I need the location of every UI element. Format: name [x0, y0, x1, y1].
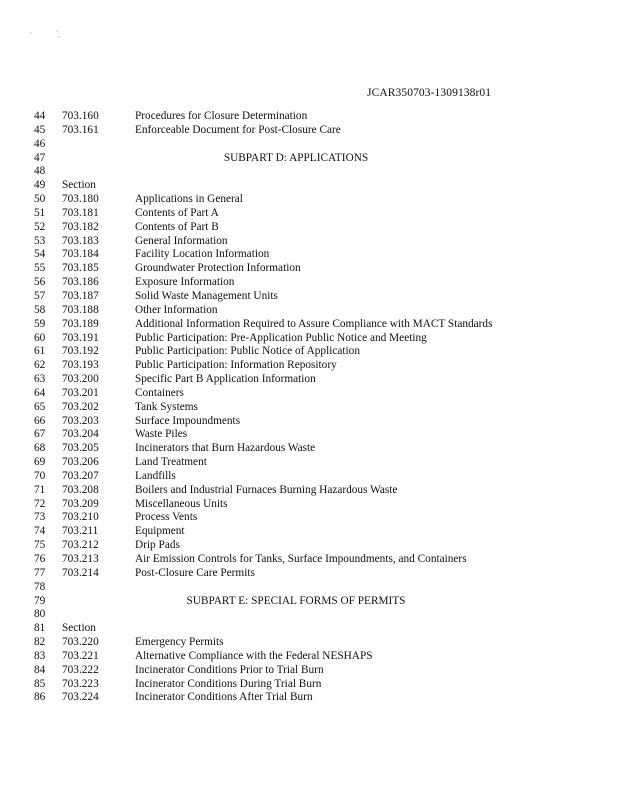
- section-number: 703.181: [62, 206, 99, 219]
- document-line: [0, 235, 621, 249]
- section-title: Containers: [135, 386, 184, 399]
- section-number: 703.200: [62, 373, 99, 386]
- line-number: 77: [34, 566, 46, 579]
- section-number: 703.222: [62, 663, 99, 676]
- line-number: 83: [34, 649, 46, 662]
- document-line: [0, 691, 621, 705]
- section-number: 703.203: [62, 414, 99, 427]
- section-title: Post-Closure Care Permits: [135, 566, 255, 579]
- section-title: Emergency Permits: [135, 636, 224, 649]
- document-line: [0, 221, 621, 235]
- section-title: Solid Waste Management Units: [135, 289, 278, 302]
- line-number: 78: [34, 580, 46, 593]
- section-title: Incinerators that Burn Hazardous Waste: [135, 442, 316, 455]
- section-number: 703.185: [62, 262, 99, 275]
- document-line: [0, 567, 621, 581]
- section-number: 703.213: [62, 553, 99, 565]
- document-line: [0, 276, 621, 290]
- section-title: General Information: [135, 234, 228, 247]
- line-number: 74: [34, 525, 46, 538]
- section-number: 703.201: [62, 386, 99, 399]
- section-number: 703.192: [62, 345, 99, 358]
- section-title: Specific Part B Application Information: [135, 373, 316, 386]
- line-number: 86: [34, 691, 46, 704]
- document-line: [0, 595, 621, 609]
- document-line: [0, 650, 621, 664]
- section-title: Contents of Part B: [135, 220, 219, 233]
- line-number: 84: [34, 663, 46, 676]
- line-number: 50: [34, 193, 46, 206]
- section-number: 703.208: [62, 483, 99, 496]
- section-title: Alternative Compliance with the Federal NESHAPS: [135, 649, 373, 662]
- line-number: 54: [34, 248, 46, 261]
- section-number: 703.206: [62, 456, 99, 469]
- section-number: 703.223: [62, 677, 99, 690]
- line-number: 60: [34, 331, 46, 344]
- section-number: 703.221: [62, 649, 99, 662]
- section-title: Incinerator Conditions During Trial Burn: [135, 677, 322, 690]
- section-title: Surface Impoundments: [135, 414, 241, 427]
- line-number: 63: [34, 373, 46, 386]
- section-title: Procedures for Closure Determination: [135, 110, 308, 122]
- section-column-label: Section: [62, 179, 96, 192]
- section-title: Drip Pads: [135, 539, 180, 552]
- section-title: Process Vents: [135, 511, 198, 524]
- document-line: [0, 248, 621, 262]
- document-line: [0, 359, 621, 373]
- section-title: Boilers and Industrial Furnaces Burning Hazardous Waste: [135, 483, 398, 496]
- section-column-label: Section: [62, 622, 96, 635]
- line-number: 65: [34, 400, 46, 413]
- document-line: [0, 525, 621, 539]
- line-number: 81: [34, 622, 46, 635]
- document-line: [0, 193, 621, 207]
- line-number: 68: [34, 442, 46, 455]
- document-line: [0, 152, 621, 166]
- section-number: 703.209: [62, 497, 99, 510]
- section-number: 703.207: [62, 469, 99, 482]
- section-title: Incinerator Conditions After Trial Burn: [135, 691, 313, 704]
- line-number: 51: [34, 206, 46, 219]
- subpart-heading: SUBPART E: SPECIAL FORMS OF PERMITS: [186, 594, 406, 607]
- section-title: Facility Location Information: [135, 248, 270, 261]
- document-line: [0, 511, 621, 525]
- section-number: 703.204: [62, 428, 99, 441]
- section-title: Tank Systems: [135, 400, 198, 413]
- section-title: Public Participation: Public Notice of Application: [135, 345, 360, 358]
- line-number: 58: [34, 303, 46, 316]
- line-number: 70: [34, 469, 46, 482]
- document-line: [0, 442, 621, 456]
- scan-specks: [30, 28, 70, 40]
- section-title: Land Treatment: [135, 456, 207, 469]
- line-number: 64: [34, 386, 46, 399]
- line-number: 47: [34, 151, 46, 164]
- section-title: Enforceable Document for Post-Closure Care: [135, 123, 341, 136]
- document-line: [0, 622, 621, 636]
- line-number: 57: [34, 289, 46, 302]
- section-number: 703.182: [62, 220, 99, 233]
- line-number: 75: [34, 539, 46, 552]
- section-title: Applications in General: [135, 193, 243, 206]
- document-line: [0, 179, 621, 193]
- section-number: 703.161: [62, 123, 99, 136]
- section-title: Public Participation: Pre-Application Public Notice and Meeting: [135, 331, 427, 344]
- line-number: 85: [34, 677, 46, 690]
- line-number: 48: [34, 165, 46, 178]
- document-line: [0, 498, 621, 512]
- document-line: [0, 539, 621, 553]
- section-number: 703.186: [62, 276, 99, 289]
- section-title: Air Emission Controls for Tanks, Surface Impoundments, and Containers: [135, 553, 467, 565]
- line-number: 82: [34, 636, 46, 649]
- document-line: [0, 124, 621, 138]
- line-number: 46: [34, 137, 46, 150]
- line-number: 79: [34, 594, 46, 607]
- section-number: 703.214: [62, 566, 99, 579]
- section-number: 703.184: [62, 248, 99, 261]
- document-line: [0, 373, 621, 387]
- document-line: [0, 664, 621, 678]
- line-number: 45: [34, 123, 46, 136]
- document-line: [0, 678, 621, 692]
- line-number: 56: [34, 276, 46, 289]
- document-line: [0, 608, 621, 622]
- section-number: 703.220: [62, 636, 99, 649]
- document-line: [0, 332, 621, 346]
- line-number: 73: [34, 511, 46, 524]
- line-number: 72: [34, 497, 46, 510]
- line-number: 71: [34, 483, 46, 496]
- document-line: [0, 415, 621, 429]
- subpart-heading: SUBPART D: APPLICATIONS: [223, 151, 369, 164]
- section-number: 703.189: [62, 317, 99, 330]
- line-number: 62: [34, 359, 46, 372]
- line-number: 44: [34, 110, 46, 122]
- section-title: Exposure Information: [135, 276, 235, 289]
- section-title: Landfills: [135, 469, 176, 482]
- section-number: 703.211: [62, 525, 99, 538]
- section-title: Incinerator Conditions Prior to Trial Burn: [135, 663, 324, 676]
- line-number: 55: [34, 262, 46, 275]
- line-number: 69: [34, 456, 46, 469]
- line-number: 76: [34, 553, 46, 565]
- line-number: 80: [34, 608, 46, 621]
- section-number: 703.183: [62, 234, 99, 247]
- document-line: [0, 207, 621, 221]
- line-number: 49: [34, 179, 46, 192]
- section-title: Waste Piles: [135, 428, 188, 441]
- line-number: 67: [34, 428, 46, 441]
- section-number: 703.205: [62, 442, 99, 455]
- document-line: [0, 401, 621, 415]
- document-line: [0, 304, 621, 318]
- document-line: [0, 553, 621, 567]
- section-title: Groundwater Protection Information: [135, 262, 301, 275]
- line-number: 52: [34, 220, 46, 233]
- document-line: [0, 318, 621, 332]
- document-line: [0, 470, 621, 484]
- document-line: [0, 110, 621, 124]
- section-number: 703.180: [62, 193, 99, 206]
- document-id: JCAR350703-1309138r01: [367, 87, 492, 99]
- line-number: 61: [34, 345, 46, 358]
- section-title: Contents of Part A: [135, 206, 219, 219]
- section-number: 703.224: [62, 691, 99, 704]
- document-line: [0, 484, 621, 498]
- document-line: [0, 290, 621, 304]
- document-line: [0, 165, 621, 179]
- document-line: [0, 345, 621, 359]
- line-number: 59: [34, 317, 46, 330]
- document-line: [0, 138, 621, 152]
- section-title: Miscellaneous Units: [135, 497, 228, 510]
- section-number: 703.187: [62, 289, 99, 302]
- line-number: 66: [34, 414, 46, 427]
- document-line: [0, 456, 621, 470]
- section-title: Other Information: [135, 303, 218, 316]
- section-number: 703.212: [62, 539, 99, 552]
- document-line: [0, 581, 621, 595]
- section-title: Public Participation: Information Repository: [135, 359, 337, 372]
- section-number: 703.193: [62, 359, 99, 372]
- document-line: [0, 636, 621, 650]
- section-number: 703.191: [62, 331, 99, 344]
- document-line: [0, 262, 621, 276]
- section-number: 703.210: [62, 511, 99, 524]
- section-number: 703.188: [62, 303, 99, 316]
- section-title: Additional Information Required to Assure Compliance with MACT Standards: [135, 317, 493, 330]
- document-body: [0, 110, 621, 705]
- document-line: [0, 387, 621, 401]
- document-line: [0, 428, 621, 442]
- section-number: 703.160: [62, 110, 99, 122]
- section-title: Equipment: [135, 525, 185, 538]
- line-number: 53: [34, 234, 46, 247]
- section-number: 703.202: [62, 400, 99, 413]
